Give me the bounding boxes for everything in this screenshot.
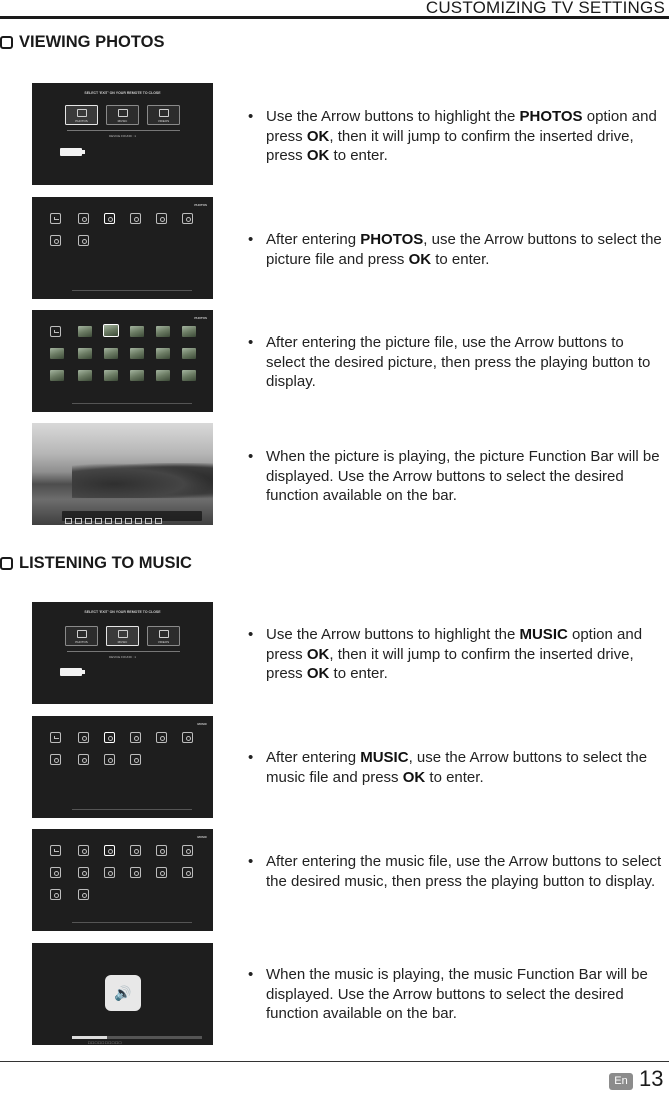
section-box-icon	[0, 36, 13, 49]
screen-close-prompt: SELECT 'EXIT' ON YOUR REMOTE TO CLOSE	[84, 91, 161, 95]
music-folder-icon	[78, 732, 89, 743]
page-number: 13	[639, 1066, 664, 1091]
music-step-3: • After entering the music file, use the Arrow buttons to select the desired music, then press the playing button to display.	[248, 853, 662, 890]
folder-icon	[182, 213, 193, 224]
folder-icon	[156, 213, 167, 224]
music-folder-icon	[130, 754, 141, 765]
photo-step-4: • When the picture is playing, the picture Function Bar will be displayed. Use the Arrow buttons to select the desired function available on the bar.	[248, 448, 660, 504]
music-folder-icon	[104, 732, 115, 743]
back-icon	[50, 213, 61, 224]
function-bar	[62, 511, 202, 521]
photo-step-1: • Use the Arrow buttons to highlight the PHOTOS option and press OK, then it will jump to confirm the inserted drive, press OK to enter.	[248, 108, 657, 164]
usb-drive-icon	[60, 668, 82, 676]
music-step-2: • After entering MUSIC, use the Arrow buttons to select the music file and press OK to enter.	[248, 749, 648, 786]
screenshot-photo-playing	[32, 423, 213, 525]
music-folder-icon	[156, 732, 167, 743]
footer-rule	[0, 1061, 669, 1062]
section-heading-music	[0, 554, 192, 573]
speaker-icon: 🔊	[105, 975, 141, 1011]
tile-videos: VIDEOS	[147, 105, 180, 125]
music-folder-icon	[50, 754, 61, 765]
screenshot-source-select-music: SELECT 'EXIT' ON YOUR REMOTE TO CLOSE PHOTOS MUSIC VIDEOS DEVICE FOUND : 1	[32, 602, 213, 704]
page-header-title: CUSTOMIZING TV SETTINGS	[425, 0, 665, 17]
music-progress-bar	[72, 1036, 202, 1039]
screen-brand-music: MUSIC	[197, 722, 207, 726]
photo-step-2: • After entering PHOTOS, use the Arrow buttons to select the picture file and press OK to enter.	[248, 231, 662, 268]
screen-brand-photos: PHOTOS	[194, 203, 207, 207]
music-function-bar: □□□□□□□□□□	[88, 1040, 123, 1045]
back-icon	[50, 732, 61, 743]
music-folder-icon	[104, 754, 115, 765]
language-badge: En	[609, 1073, 633, 1090]
back-icon	[50, 845, 61, 856]
screenshot-music-playing	[32, 943, 213, 1045]
screen-device-found: DEVICE FOUND : 1	[109, 134, 136, 138]
screenshot-music-tracks: MUSIC	[32, 829, 213, 931]
screenshot-photo-folders	[32, 197, 213, 299]
back-icon	[50, 326, 61, 337]
folder-icon	[78, 235, 89, 246]
section-heading-photos	[0, 33, 164, 52]
section-title: VIEWING PHOTOS	[19, 33, 165, 51]
tile-photos: PHOTOS	[65, 105, 98, 125]
music-folder-icon	[182, 732, 193, 743]
folder-icon	[50, 235, 61, 246]
screenshot-music-folders	[32, 716, 213, 818]
music-folder-icon	[130, 732, 141, 743]
folder-icon	[78, 213, 89, 224]
music-folder-icon	[78, 754, 89, 765]
section-title: LISTENING TO MUSIC	[19, 554, 192, 572]
section-box-icon	[0, 557, 13, 570]
screenshot-photo-thumbnails: PHOTOS	[32, 310, 213, 412]
usb-drive-icon	[60, 148, 82, 156]
tile-music: MUSIC	[106, 105, 139, 125]
folder-icon	[104, 213, 115, 224]
screenshot-source-select-photos	[32, 83, 213, 185]
music-step-4: • When the music is playing, the music Function Bar will be displayed. Use the Arrow buttons to select the desired function available on the bar.	[248, 966, 648, 1022]
photo-step-3: • After entering the picture file, use the Arrow buttons to select the desired picture, then press the playing button to display.	[248, 334, 651, 390]
music-step-1: • Use the Arrow buttons to highlight the MUSIC option and press OK, then it will jump to confirm the inserted drive, press OK to enter.	[248, 626, 643, 682]
folder-icon	[130, 213, 141, 224]
